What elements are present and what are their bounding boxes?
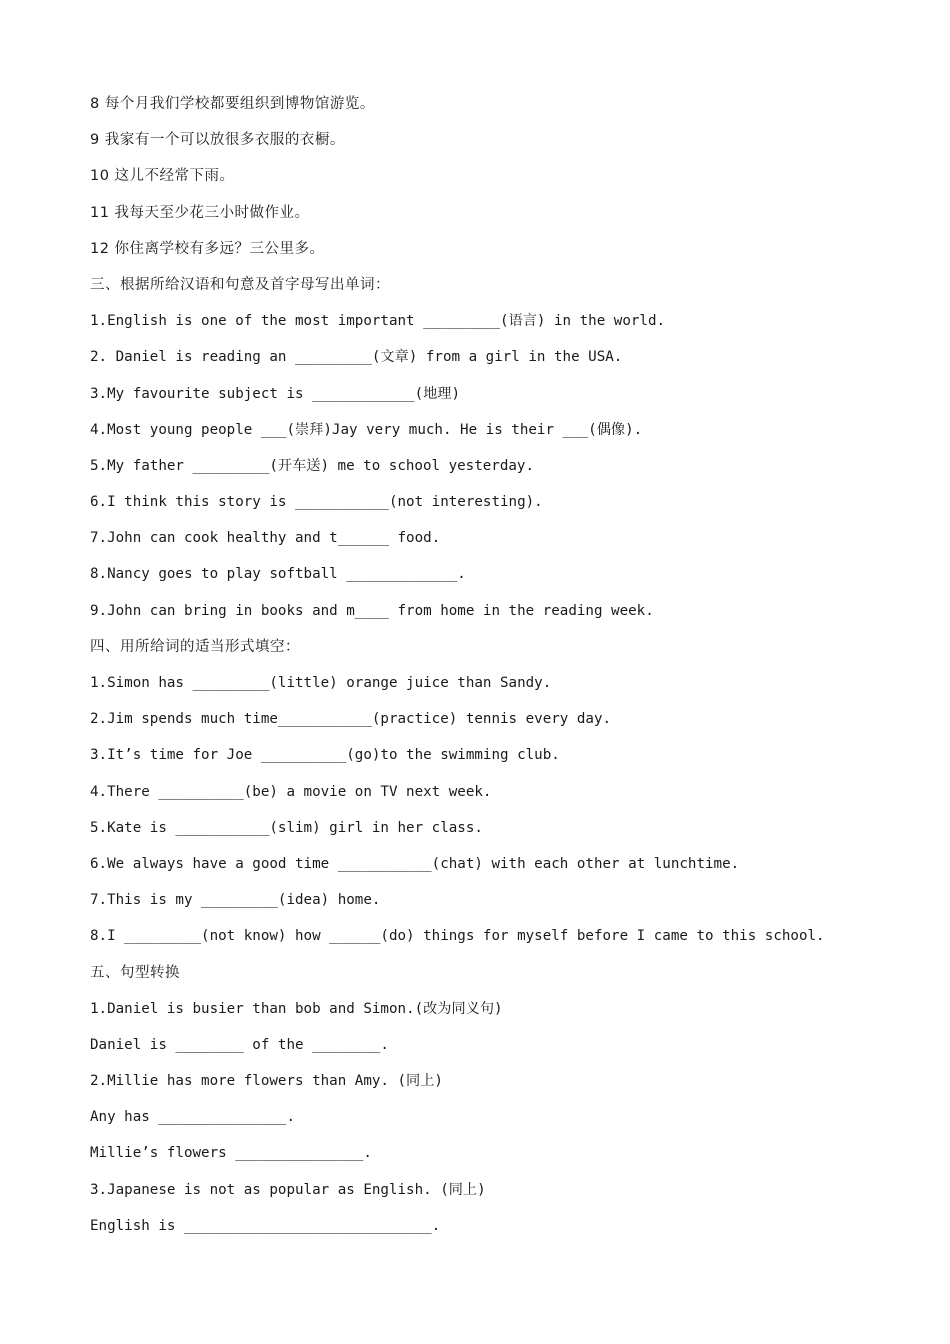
- translation-item-10: 10 这儿不经常下雨。: [90, 168, 235, 185]
- section-3-item-6: 6.I think this story is ___________(not interesting).: [90, 494, 543, 511]
- translation-item-12: 12 你住离学校有多远？三公里多。: [90, 240, 325, 257]
- section-4-item-7: 7.This is my _________(idea) home.: [90, 892, 381, 909]
- section-3-heading: 三、根据所给汉语和句意及首字母写出单词：: [90, 276, 390, 293]
- section-4-heading: 四、用所给词的适当形式填空：: [90, 638, 300, 655]
- section-5-heading: 五、句型转换: [90, 964, 180, 981]
- section-3-item-1: 1.English is one of the most important _________(语言) in the world.: [90, 313, 666, 330]
- section-4-item-3: 3.It’s time for Joe __________(go)to the swimming club.: [90, 747, 560, 764]
- section-5-item-2-answer-b: Millie’s flowers _______________.: [90, 1145, 372, 1162]
- section-3-item-8: 8.Nancy goes to play softball _____________.: [90, 566, 466, 583]
- section-5-item-2-answer-a: Any has _______________.: [90, 1109, 295, 1126]
- translation-item-8: 8 每个月我们学校都要组织到博物馆游览。: [90, 96, 375, 112]
- section-3-item-3: 3.My favourite subject is ____________(地理): [90, 385, 461, 402]
- section-4-item-6: 6.We always have a good time ___________(chat) with each other at lunchtime.: [90, 855, 740, 872]
- section-3-item-2: 2. Daniel is reading an _________(文章) from a girl in the USA.: [90, 349, 623, 366]
- section-5-item-1-answer: Daniel is ________ of the ________.: [90, 1036, 389, 1053]
- section-4-item-1: 1.Simon has _________(little) orange juice than Sandy.: [90, 675, 552, 691]
- translation-item-9: 9 我家有一个可以放很多衣服的衣橱。: [90, 132, 345, 149]
- section-3-item-5: 5.My father _________(开车送) me to school yesterday.: [90, 457, 535, 474]
- section-4-item-2: 2.Jim spends much time___________(practice) tennis every day.: [90, 711, 612, 728]
- section-5-item-3-answer: English is _____________________________.: [90, 1217, 441, 1234]
- section-3-item-7: 7.John can cook healthy and t______ food.: [90, 530, 441, 547]
- worksheet-page: [90, 93, 910, 1251]
- section-3-item-4: 4.Most young people ___(崇拜)Jay very much. He is their ___(偶像).: [90, 421, 643, 438]
- section-5-item-2: 2.Millie has more flowers than Amy. (同上): [90, 1073, 443, 1090]
- section-4-item-8: 8.I _________(not know) how ______(do) things for myself before I came to this school.: [90, 928, 825, 945]
- section-4-item-5: 5.Kate is ___________(slim) girl in her class.: [90, 819, 483, 836]
- section-3-item-9: 9.John can bring in books and m____ from home in the reading week.: [90, 602, 654, 619]
- section-5-item-3: 3.Japanese is not as popular as English. (同上): [90, 1181, 486, 1198]
- section-4-item-4: 4.There __________(be) a movie on TV next week.: [90, 783, 492, 800]
- translation-item-11: 11 我每天至少花三小时做作业。: [90, 204, 310, 221]
- section-5-item-1: 1.Daniel is busier than bob and Simon.(改为同义句): [90, 1000, 503, 1017]
